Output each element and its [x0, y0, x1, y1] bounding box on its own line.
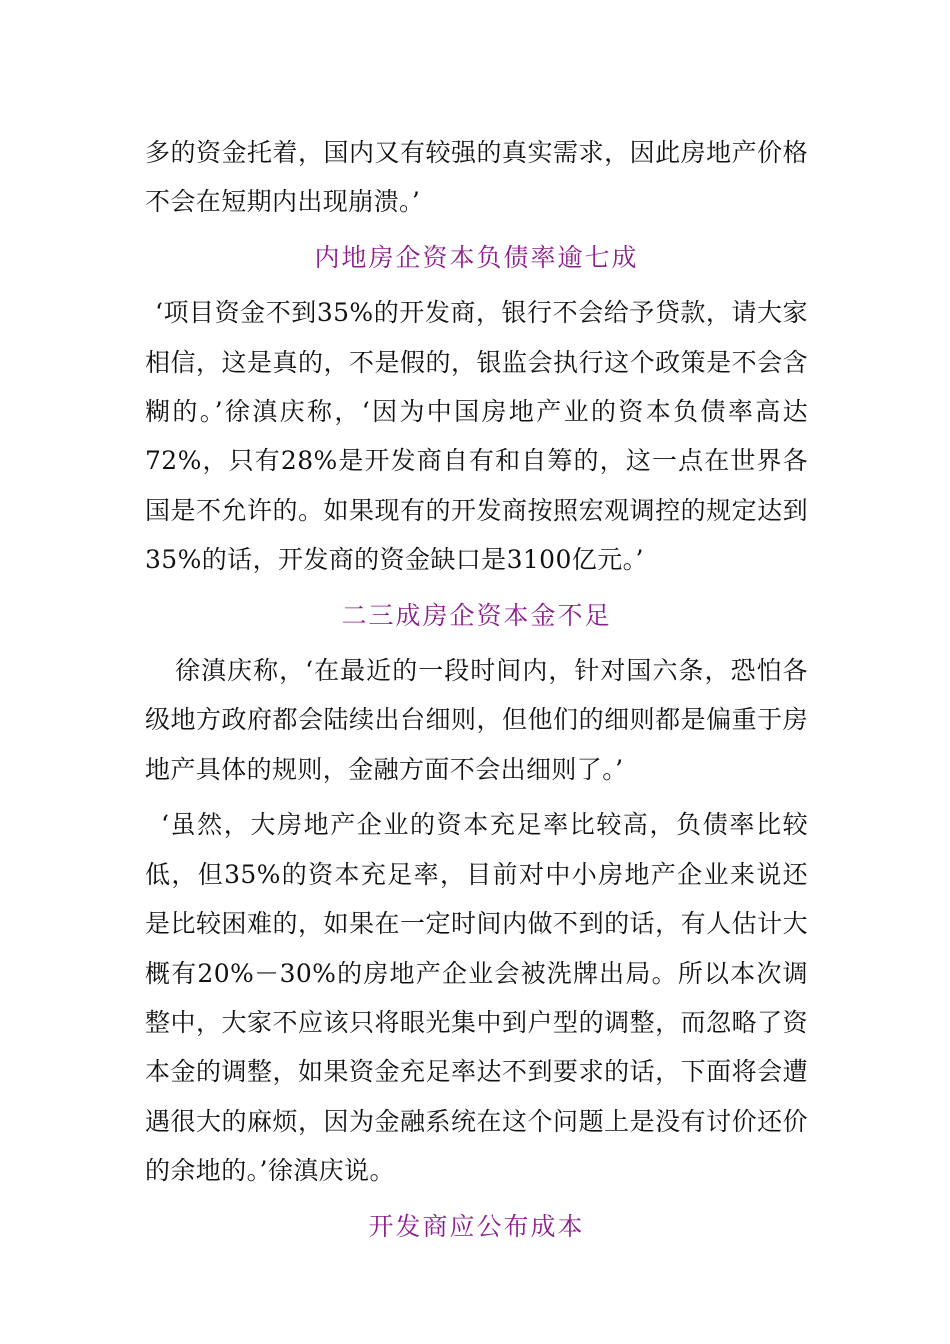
paragraph-local-rules: 徐滇庆称，‘在最近的一段时间内，针对国六条，恐怕各级地方政府都会陆续出台细则，但他们的细则都是偏重于房地产具体的规则，金融方面不会出细则了。’ — [145, 656, 808, 784]
paragraph-continuation: 多的资金托着，国内又有较强的真实需求，因此房地产价格不会在短期内出现崩溃。’ — [145, 138, 808, 217]
section-heading-publish-costs: 开发商应公布成本 — [368, 1211, 585, 1241]
paragraph-bank-loan-policy: ‘项目资金不到35%的开发商，银行不会给予贷款，请大家相信，这是真的，不是假的，银监会执行这个政策是不会含糊的。’徐滇庆称，‘因为中国房地产业的资本负债率高达72%，只有28%是开发商自有和自筹的，这一点在世界各国是不允许的。如果现有的开发商按照宏观调控的规定达到35%的话，开发商的资金缺口是3100亿元。’ — [145, 298, 808, 575]
paragraph-capital-adequacy: ‘虽然，大房地产企业的资本充足率比较高，负债率比较低，但35%的资本充足率，目前对中小房地产企业来说还是比较困难的，如果在一定时间内做不到的话，有人估计大概有20%－30%的房地产企业会被洗牌出局。所以本次调整中，大家不应该只将眼光集中到户型的调整，而忽略了资本金的调整，如果资金充足率达不到要求的话，下面将会遭遇很大的麻烦，因为金融系统在这个问题上是没有讨价还价的余地的。’徐滇庆说。 — [145, 810, 808, 1186]
section-heading-capital-shortage: 二三成房企资本金不足 — [341, 600, 612, 630]
document-page — [145, 128, 808, 1251]
section-heading-debt-ratio: 内地房企资本负债率逾七成 — [314, 242, 639, 272]
